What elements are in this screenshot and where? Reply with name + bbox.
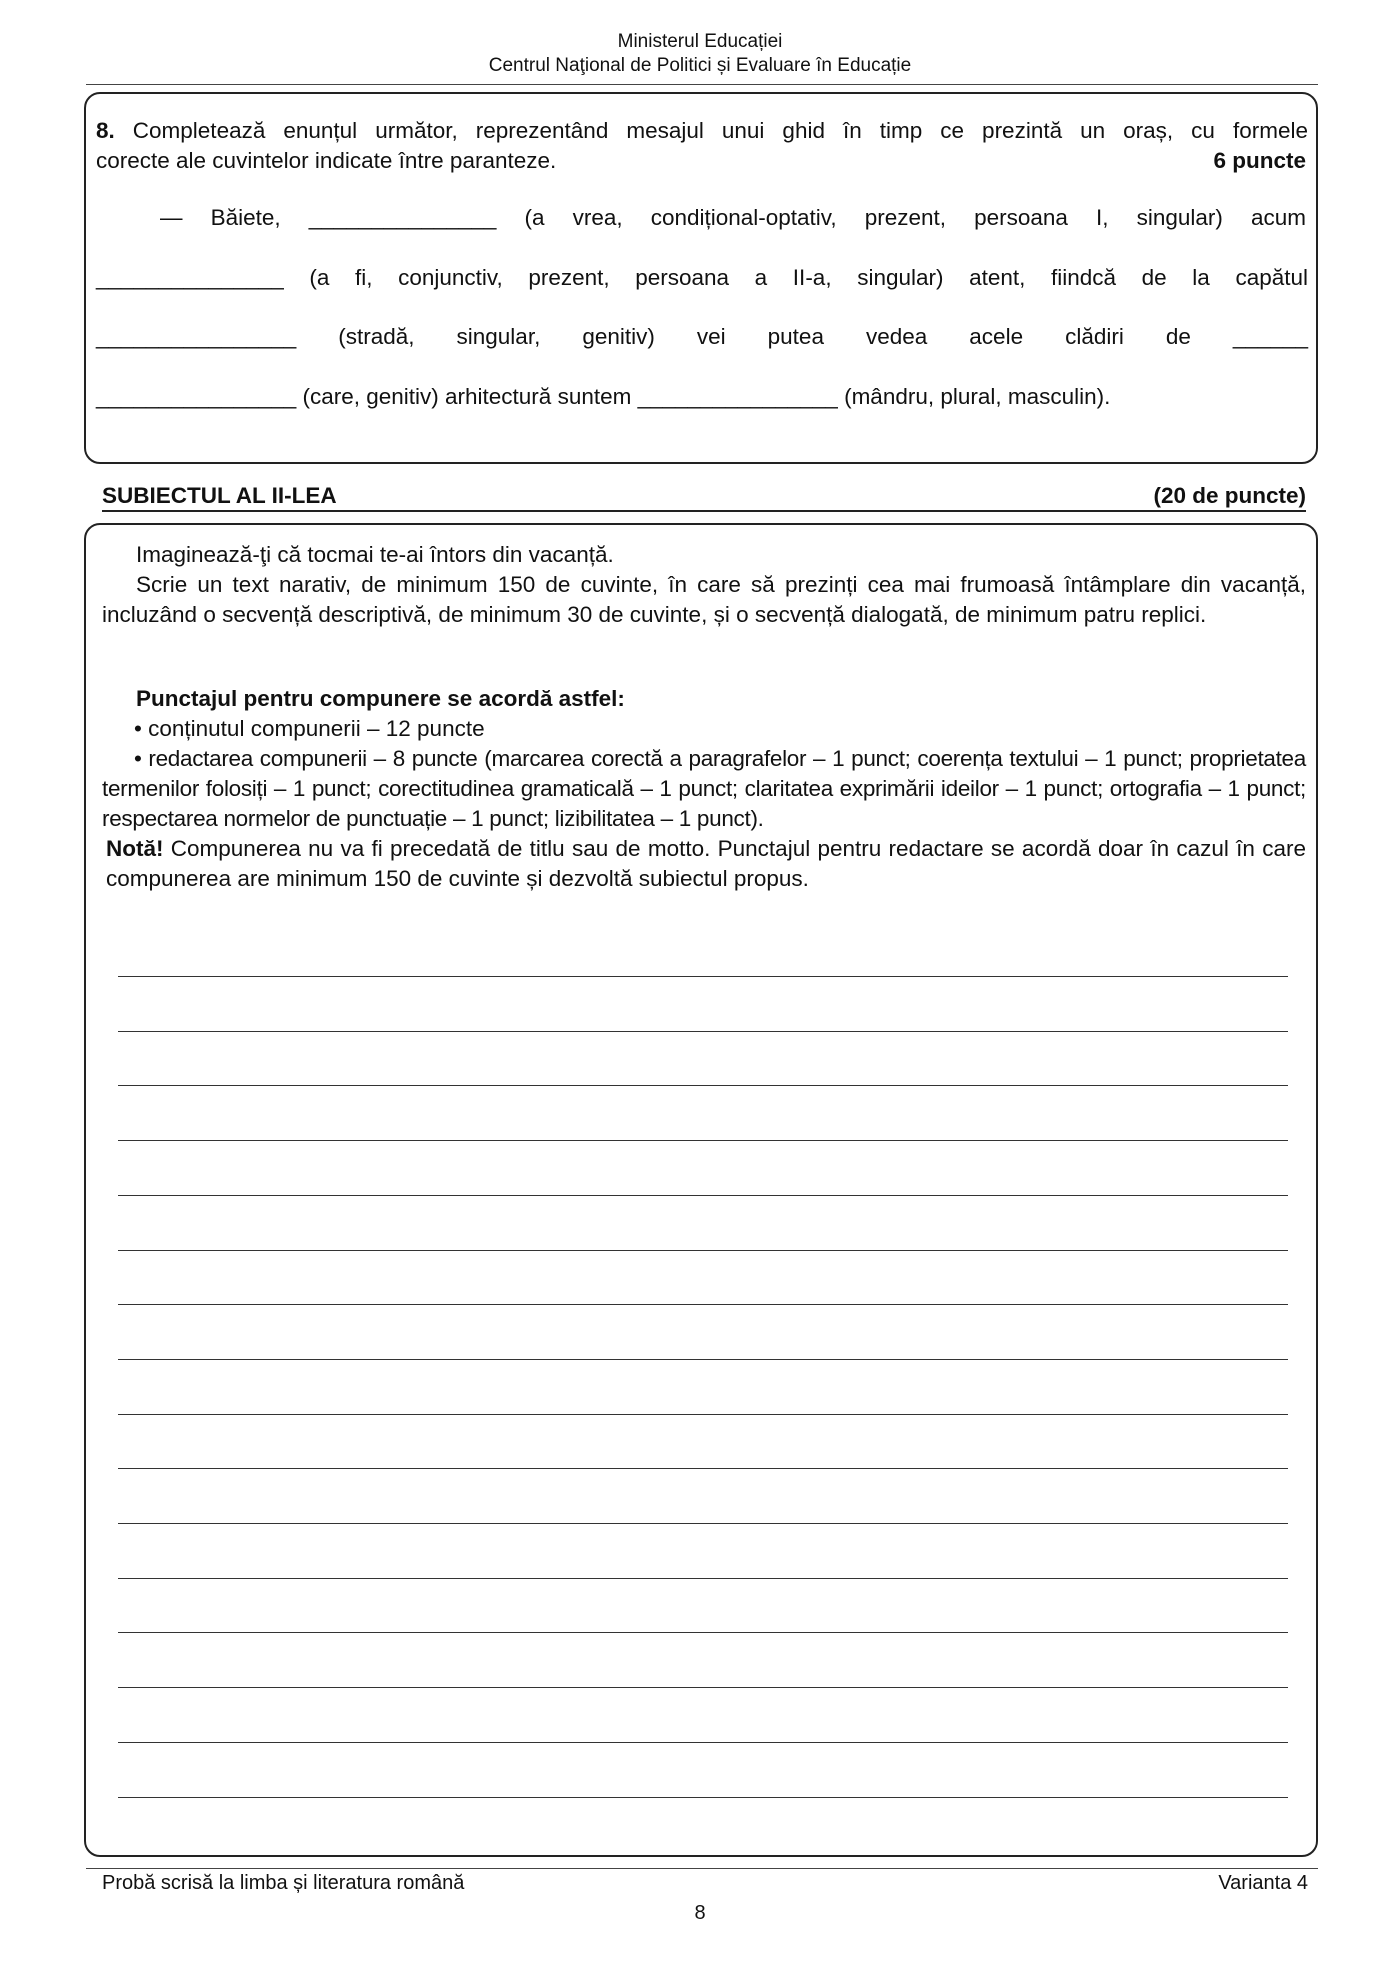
subject2-intro: Imaginează-ţi că tocmai te-ai întors din vacanță. xyxy=(136,542,614,567)
answer-line[interactable] xyxy=(118,1359,1288,1360)
subject2-points: (20 de puncte) xyxy=(1153,483,1306,508)
fill-line-3: ________________ (stradă, singular, genitiv) vei putea vedea acele clădiri de ______ xyxy=(96,324,1308,349)
answer-line[interactable] xyxy=(118,1687,1288,1688)
footer-rule xyxy=(86,1868,1318,1869)
item8-prompt-line2: corecte ale cuvintelor indicate între paranteze. xyxy=(96,148,557,173)
fill-line-2: _______________ (a fi, conjunctiv, prezent, persoana a II-a, singular) atent, fiindcă de la capătul xyxy=(96,265,1308,290)
footer-variant: Varianta 4 xyxy=(1218,1872,1308,1894)
scoring-title: Punctajul pentru compunere se acordă astfel: xyxy=(136,686,625,711)
answer-line[interactable] xyxy=(118,1742,1288,1743)
answer-line[interactable] xyxy=(118,1578,1288,1579)
answer-line[interactable] xyxy=(118,1250,1288,1251)
answer-line[interactable] xyxy=(118,1523,1288,1524)
answer-line[interactable] xyxy=(118,1140,1288,1141)
answer-line[interactable] xyxy=(118,1468,1288,1469)
scoring-bullet-writing: • redactarea compunerii – 8 puncte (marcarea corectă a paragrafelor – 1 punct; coerența textului – 1 punct; proprietatea termenilor folosiți – 1 punct; corectitudinea gramaticală – 1 punct; claritatea exprimării ideilor – 1 punct; ortografia – 1 punct; respectarea normelor de punctuație – 1 punct; lizibilitatea – 1 punct). xyxy=(102,746,1306,831)
item8-prompt-line1 xyxy=(96,116,1308,145)
item8-prompt-text1: Completează enunțul următor, reprezentând mesajul unui ghid în timp ce prezintă un oraș, cu formele xyxy=(132,118,1308,143)
answer-line[interactable] xyxy=(118,1797,1288,1798)
subject2-heading xyxy=(102,482,1306,512)
subject2-title: SUBIECTUL AL II-LEA xyxy=(102,483,337,508)
footer-exam-title: Probă scrisă la limba și literatura română xyxy=(102,1872,465,1894)
item8-points: 6 puncte xyxy=(1213,148,1306,173)
header-ministry: Ministerul Educației xyxy=(617,31,783,52)
answer-line[interactable] xyxy=(118,1304,1288,1305)
answer-line[interactable] xyxy=(118,1085,1288,1086)
page-header xyxy=(0,30,1400,78)
answer-line[interactable] xyxy=(118,1632,1288,1633)
answer-line[interactable] xyxy=(118,976,1288,977)
answer-line[interactable] xyxy=(118,1195,1288,1196)
header-center: Centrul Naţional de Politici și Evaluare în Educație xyxy=(488,55,912,76)
item8-number: 8. xyxy=(96,118,115,143)
answer-line[interactable] xyxy=(118,1414,1288,1415)
note-label: Notă! xyxy=(106,836,164,861)
fill-line-4: ________________ (care, genitiv) arhitectură suntem ________________ (mândru, plural, masculin). xyxy=(96,384,1111,409)
scoring-bullet-content: • conținutul compunerii – 12 puncte xyxy=(134,716,485,741)
fill-line-1: — Băiete, _______________ (a vrea, condițional-optativ, prezent, persoana I, singular) acum xyxy=(160,205,1306,230)
header-rule xyxy=(86,84,1318,85)
subject2-note xyxy=(106,834,1306,894)
subject2-task: Scrie un text narativ, de minimum 150 de cuvinte, în care să prezinți cea mai frumoasă întâmplare din vacanță, incluzând o secvență descriptivă, de minimum 30 de cuvinte, și o secvență dialogată, de minimum patru replici. xyxy=(102,572,1306,627)
answer-line[interactable] xyxy=(118,1031,1288,1032)
page-number: 8 xyxy=(694,1902,706,1924)
note-text: Compunerea nu va fi precedată de titlu sau de motto. Punctajul pentru redactare se acordă doar în cazul în care compunerea are minimum 150 de cuvinte și dezvoltă subiectul propus. xyxy=(106,836,1306,891)
